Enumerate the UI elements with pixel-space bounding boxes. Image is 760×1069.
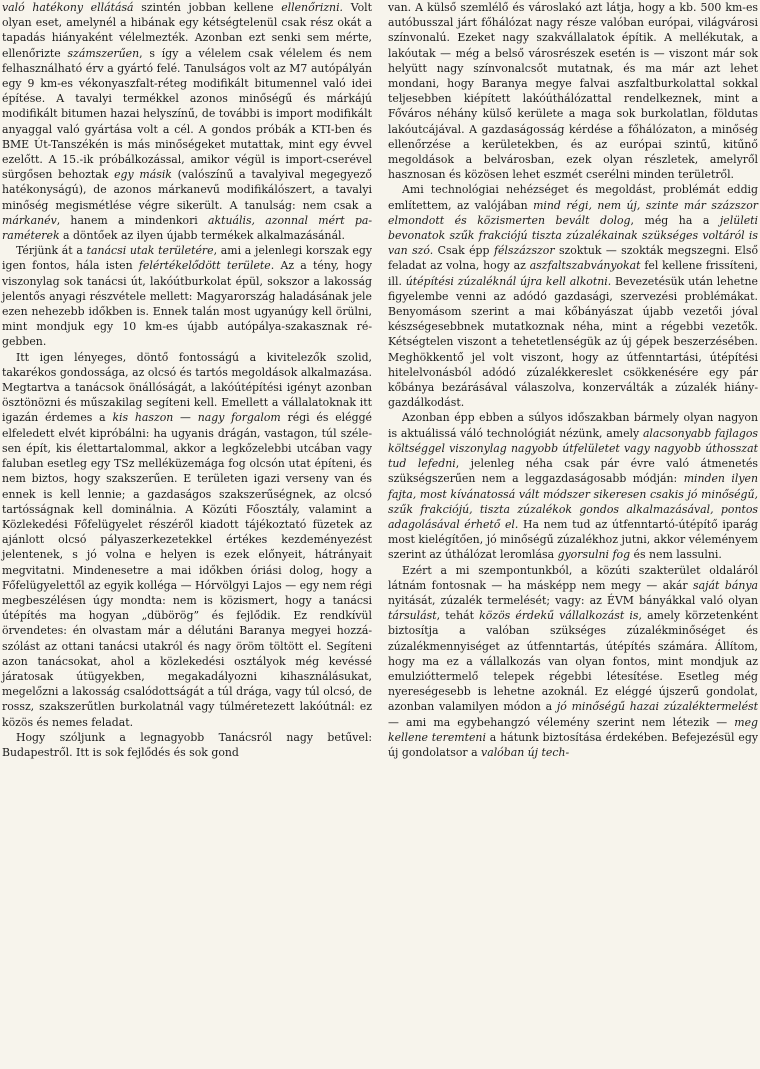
emphasized-text: tanácsi utak területére xyxy=(86,244,214,258)
emphasized-text: aszfaltszabványokat xyxy=(529,259,641,273)
emphasized-text: saját bánya xyxy=(693,578,758,592)
text-run: , s így a vélelem csak vélelem és nem felhasználható érv a gyártó felé. Tanulságos volt az M7 autópályán egy 9 km-es vékonyaszfalt-réteg modifikált bitumennel való idei építése. A tavalyi termékkel azonos minőségű és márkájú modifikált bitumen hazai helyszínű, de további is import modifikált anyaggal való gyártása volt a cél. A gondos próbák a KTI-ben és BME Út-Tanszékén is más minőségeket mutattak, mint egy évvel ezelőtt. A 15.-ik próbálkozással, amikor végül is import-cserével sürgősen behoztak xyxy=(2,46,372,182)
paragraph xyxy=(2,0,372,243)
paragraph xyxy=(388,0,758,182)
emphasized-text: félszázszor xyxy=(493,244,555,258)
text-run: Ami technológiai nehézséget és megoldást, problémát eddig említettem, az valójában xyxy=(388,183,758,212)
text-run: , ami a jelenlegi korszak egy igen fontos, hála isten xyxy=(2,244,372,273)
text-run: szoktuk — szokták megszegni. Első feladat az volna, hogy az xyxy=(388,244,759,273)
left-column xyxy=(2,0,372,760)
emphasized-text: közös érdekű vállalkozást is xyxy=(479,609,639,623)
emphasized-text: jelületi bevonatok szűk frakciójú tiszta zúzalékainak szükséges voltáról is van szó. xyxy=(388,213,758,258)
emphasized-text: kis haszon — nagy forgalom xyxy=(112,411,281,425)
emphasized-text: márkanév xyxy=(2,213,57,227)
text-run: fel kellene frissíteni, ill. xyxy=(388,259,759,288)
text-run: , amely körzetenként biztosítja a valóban szükséges zúzalékminőséget és zúzalékmennyiséget az útfenntartás, útépítés számára. Állítom, hogy ma ez a vállalkozás van olyan fontos, mint mondjuk az emulzióttermelő telepek régebbi létesítése. Esetleg még nyereségesebb is lehetne azoknál. Ez eléggé újszerű gondolat, azonban valamilyen módon a xyxy=(388,609,758,714)
text-run: van. A külső szemlélő és városlakó azt látja, hogy a kb. 500 km-es autóbusszal járt főhálózat nagy része valóban európai, világvárosi színvonalú. Ezeket nagy szakvállalatok építik. A mellékutak, a lakóutak — még a belső városrészek esetén is — viszont már sok helyütt nagy színvonalcsőt mutatnak, és ma már azt lehet mondani, hogy Baranya megye falvai aszfaltburkolattal sokkal teljesebben kiépített lakóúthálózattal rendelkeznek, mint a Főváros néhány külső kerülete a maga sok burkolatlan, földutas lakóutcájával. A gazdaságosság kérdése a főhálózaton, a minőség ellenőrzése a kerületekben, és az európai szintű, kitűnő megoldások a belvárosban, ezek olyan részletek, amelyről hasznosan és közösen lehet eszmét cserélni minden területről. xyxy=(388,1,758,182)
text-run: , jelenleg néha csak pár évre való átmenetés szükségszerűen nem a leggazdaságosabb módján: xyxy=(388,457,758,486)
text-run: Csak épp xyxy=(433,244,494,258)
text-run: , tehát xyxy=(436,609,480,623)
emphasized-text: mind régi, nem új, szinte már százszor elmondott és közismerten bevált dolog xyxy=(388,198,759,227)
emphasized-text: aktuális, azonnal mért paraméterek xyxy=(2,213,372,243)
text-run: szintén jobban kellene xyxy=(133,1,282,14)
text-run: — ami ma egybehangzó vélemény szerint nem létezik — xyxy=(388,715,735,729)
text-run: , még ha a xyxy=(630,213,720,227)
text-run: Bevezetésük után lehetne figyelembe venni az adódó gazdasági, szervezési problémákat. Benyomásom szerint a mai kőbányászat újabb vezetői jóval készségesebbnek mutatkoznak néha, mint a régebbi vezetők. Kétségtelen viszont a tehetetlenségük az új gépek beszerzésében. Meghökkentő jel volt viszont, hogy az útfenntartási, útépítési hitelelvonásból adódó zúzalékkereslet csökkenésére egy pár kőbánya bezárásával válaszolva, konzerválták a zúzalék hiány-gazdálkodást. xyxy=(388,274,758,410)
paragraph xyxy=(2,243,372,349)
right-column xyxy=(388,0,758,760)
text-run: (valószínű a tavalyival megegyező hatékonyságú), de azonos márkanevű modifikálószert, a tavalyi minőség megismétlése végre sikerült. A tanulság: nem csak a xyxy=(2,168,372,212)
emphasized-text: minden ilyen fajta, most kívánatossá vált módszer sikeresen csakis jó minőségű, szűk frakciójú, tiszta zúzalékok gondos alkalmazásával, pontos adagolásával érhető el. xyxy=(388,472,759,531)
emphasized-text: felértékelődött területe. xyxy=(138,259,275,273)
emphasized-text: egy másik xyxy=(114,168,172,182)
text-run: Térjünk át a xyxy=(16,244,87,258)
emphasized-text: társulást xyxy=(388,609,437,623)
text-run: Hogy szóljunk a legnagyobb Tanácsról nagy betűvel: Budapestről. Itt is sok fejlődés és sok gond xyxy=(2,730,372,759)
text-run: Ha nem tud az útfenntartó-útépítő iparág most kielégítően, jó minőségű zúzalékhoz jutni, akkor véleményem szerint az úthálózat leromlása xyxy=(388,517,758,562)
text-run: és nem lassulni. xyxy=(630,548,722,562)
emphasized-text: jó minőségű hazai zúzaléktermelést xyxy=(556,700,758,714)
paragraph xyxy=(2,350,372,730)
emphasized-text: számszerűen xyxy=(67,46,140,60)
emphasized-text: meg kellene teremteni xyxy=(388,715,758,744)
emphasized-text: valóban új tech- xyxy=(481,745,570,759)
emphasized-text: gyorsulni fog xyxy=(557,548,631,562)
text-run: nyitását, zúzalék termelését; vagy: az ÉVM bányákkal való olyan xyxy=(388,593,758,607)
paragraph xyxy=(2,730,372,760)
text-run: , hanem a mindenkori xyxy=(56,213,209,227)
text-run: Volt olyan eset, amelynél a hibának egy kétségtelenül csak rész okát a tapadás hiányaként vélelmezték. Azonban ezt senki sem mérte, ellenőrizte xyxy=(2,1,372,60)
paragraph xyxy=(388,182,758,410)
text-run: a döntőek az ilyen újabb termékek alkalmazásánál. xyxy=(59,229,346,243)
emphasized-text: alacsonyabb fajlagos költséggel viszonylag nagyobb útfelületet vagy nagyobb úthosszat tud lefedni xyxy=(388,426,758,471)
emphasized-text: útépítési zúzaléknál újra kell alkotni. xyxy=(405,274,612,288)
text-run: Azonban épp ebben a súlyos időszakban bármely olyan nagyon is aktuálissá váló technológiát nézünk, amely xyxy=(388,411,758,440)
emphasized-text: való hatékony ellátásá xyxy=(2,1,134,14)
text-run: a hátunk biztosítása érdekében. Befejezésül egy új gondolatsor a xyxy=(388,730,758,759)
text-run: Az a tény, hogy viszonylag sok tanácsi út, lakóútburkolat épül, sokszor a lakosság jelentős anyagi részvétele mellett: Magyarország haladásának jele ezen nehezebb időkben is. Ennek talán most ugyanúgy kell örülni, mint mondjuk egy 10 km-es újabb autópálya-szakasznak régebben. xyxy=(2,259,372,349)
text-run: Itt igen lényeges, döntő fontosságú a kivitelezők szolid, takarékos gondossága, az olcsó és tartós megoldások alkalmazása. Megtartva a tanácsok önállóságát, a lakóútépítési igényt azonban ösztönözni és műszakilag segíteni kell. Emellett a vállalatoknak itt igazán érdemes a xyxy=(2,350,372,425)
text-run: régi és eléggé elfeledett elvét kipróbálni: ha ugyanis drágán, vastagon, túl szélesen épít, kis élettartalommal, akkor a legkőzelebbi utcában vagy faluban esetleg egy TSz melléküzemága fog olcsón utat építeni, és nem biztos, hogy szakszerűen. E területen igazi verseny van és ennek is kell lennie; a gazdaságos szakszerűségnek, az olcsó tartósságnak kell dominálnia. A Közúti Főosztály, valamint a Közlekedési Főfelügyelet részéről kiadott tájékoztató füzetek az ajánlott olcsó pályaszerkezetekkel értékes kezdeményezést jelentenek, s jó volna e helyen is ezek előnyeit, hátrányait megvitatni. Mindenesetre a mai időkben óriási dolog, hogy a Főfelügyelettől az egyik kollégа — Hórvölgyi Lajos — egy nem régi megbeszélésen úgy mondta: nem is közismert, hogy a tanácsi útépítés ma hogyan „dübörög” és fejlődik. Ez rendkívül örvendetes: én olvastam már a délutáni Baranya megyei hozzászólást az ottani tanácsi utakról és nagy öröm töltött el. Segíteni azon tanácsokat, ahol a közlekedési osztályok még kevéssé járatosak útügyekben, megakadályozni kihasználásukat, megelőzni a lakosság csalódottságát a túl drága, vagy túl olcsó, de rossz, szakszerűtlen burkolatnál vagy túlméretezett lakóútnál: ez közös és nemes feladat. xyxy=(2,411,372,729)
paragraph xyxy=(388,410,758,562)
emphasized-text: ellenőrizni. xyxy=(281,1,344,14)
text-run: Ezért a mi szempontunkból, a közúti szakterület oldaláról látnám fontosnak — ha másképp nem megy — akár xyxy=(388,563,758,592)
paragraph xyxy=(388,563,758,761)
